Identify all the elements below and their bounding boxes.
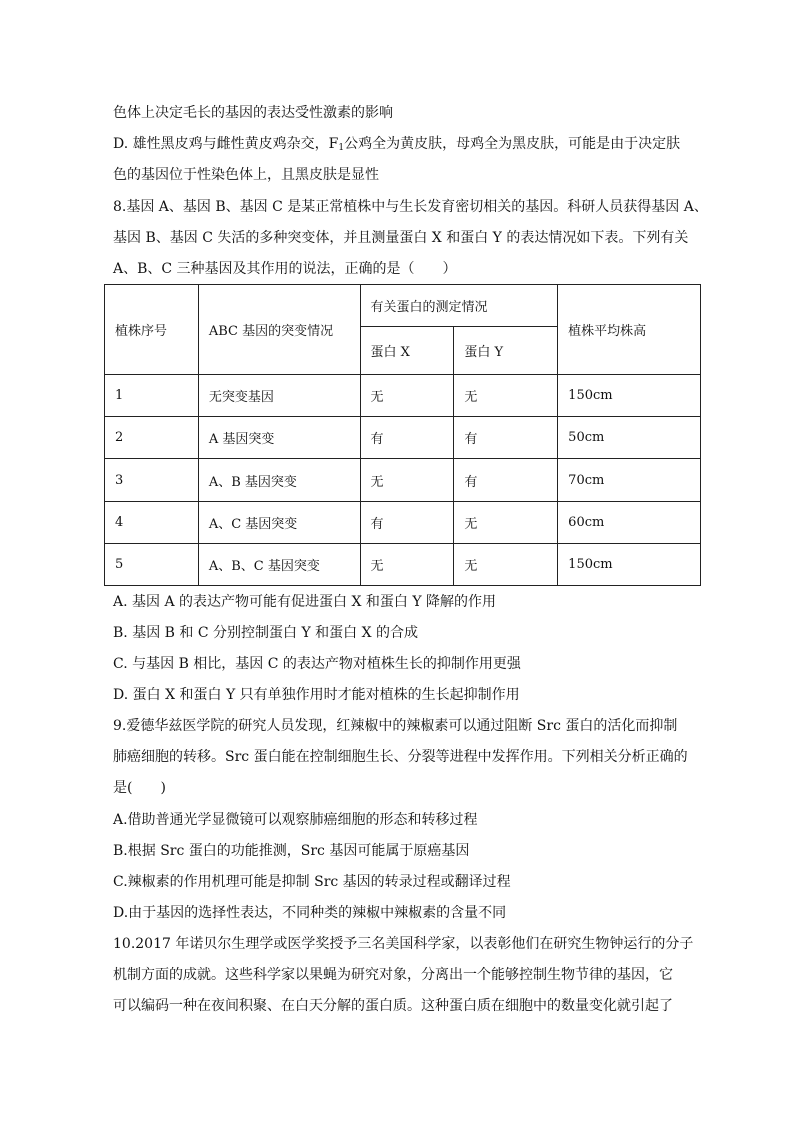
q8-option-c: C. 与基因 B 相比，基因 C 的表达产物对植株生长的抑制作用更强 [113, 656, 521, 672]
q8-stem-line-1: 8.基因 A、基因 B、基因 C 是某正常植株中与生长发育密切相关的基因。科研人员获得基因 A、 [113, 199, 708, 215]
cell-height: 150cm [558, 544, 701, 586]
cell-mutation: A 基因突变 [198, 417, 360, 459]
table-row [105, 544, 701, 586]
q10-stem-line-1: 10.2017 年诺贝尔生理学或医学奖授予三名美国科学家，以表彰他们在研究生物钟运行的分子 [113, 936, 694, 952]
q10-stem-line-2: 机制方面的成就。这些科学家以果蝇为研究对象，分离出一个能够控制生物节律的基因，它 [113, 967, 673, 983]
cell-protein-y: 无 [454, 502, 558, 544]
q9-option-a: A.借助普通光学显微镜可以观察肺癌细胞的形态和转移过程 [113, 812, 478, 828]
q9-stem-line-1: 9.爱德华兹医学院的研究人员发现，红辣椒中的辣椒素可以通过阻断 Src 蛋白的活化而抑制 [113, 718, 678, 734]
header-protein-x: 蛋白 X [360, 327, 454, 375]
cell-protein-y: 无 [454, 544, 558, 586]
cell-protein-y: 有 [454, 417, 558, 459]
option-d-text-post: 公鸡全为黄皮肤，母鸡全为黑皮肤，可能是由于决定肤 [344, 136, 681, 152]
cell-protein-x: 无 [360, 544, 454, 586]
option-d-text-pre: D. 雄性黑皮鸡与雌性黄皮鸡杂交，F [113, 136, 339, 152]
subscript: 1 [338, 143, 345, 153]
q8-data-table [104, 284, 701, 586]
cell-mutation: 无突变基因 [198, 375, 360, 417]
header-height: 植株平均株高 [558, 285, 701, 375]
q10-stem-line-3: 可以编码一种在夜间积聚、在白天分解的蛋白质。这种蛋白质在细胞中的数量变化就引起了 [113, 998, 673, 1014]
option-d-prev-line2: 色的基因位于性染色体上，且黑皮肤是显性 [113, 167, 379, 183]
q8-option-a: A. 基因 A 的表达产物可能有促进蛋白 X 和蛋白 Y 降解的作用 [113, 594, 497, 610]
q8-option-b: B. 基因 B 和 C 分别控制蛋白 Y 和蛋白 X 的合成 [113, 625, 418, 641]
header-mutation: ABC 基因的突变情况 [198, 285, 360, 375]
table-header-row [105, 285, 701, 327]
q9-option-b: B.根据 Src 蛋白的功能推测，Src 基因可能属于原癌基因 [113, 843, 470, 859]
table-row [105, 375, 701, 417]
cell-id: 1 [105, 375, 199, 417]
cell-protein-x: 无 [360, 375, 454, 417]
cell-height: 150cm [558, 375, 701, 417]
cell-protein-x: 有 [360, 502, 454, 544]
cell-mutation: A、B、C 基因突变 [198, 544, 360, 586]
table-row [105, 459, 701, 502]
header-protein-y: 蛋白 Y [454, 327, 558, 375]
q8-stem-line-3: A、B、C 三种基因及其作用的说法，正确的是（ ） [113, 261, 457, 277]
q8-stem-line-2: 基因 B、基因 C 失活的多种突变体，并且测量蛋白 X 和蛋白 Y 的表达情况如下表。下列有关 [113, 230, 689, 246]
cell-protein-x: 无 [360, 459, 454, 502]
cell-id: 5 [105, 544, 199, 586]
cell-id: 3 [105, 459, 199, 502]
cell-protein-y: 有 [454, 459, 558, 502]
q9-option-c: C.辣椒素的作用机理可能是抑制 Src 基因的转录过程或翻译过程 [113, 874, 511, 890]
header-plant: 植株序号 [105, 285, 199, 375]
cell-height: 70cm [558, 459, 701, 502]
cell-id: 4 [105, 502, 199, 544]
header-protein-group: 有关蛋白的测定情况 [360, 285, 558, 327]
cell-protein-x: 有 [360, 417, 454, 459]
cell-mutation: A、B 基因突变 [198, 459, 360, 502]
cell-height: 60cm [558, 502, 701, 544]
table-row [105, 417, 701, 459]
continuation-line: 色体上决定毛长的基因的表达受性激素的影响 [113, 105, 393, 121]
cell-height: 50cm [558, 417, 701, 459]
q9-stem-line-2: 肺癌细胞的转移。Src 蛋白能在控制细胞生长、分裂等进程中发挥作用。下列相关分析正确的 [113, 749, 688, 765]
table-row [105, 502, 701, 544]
q9-option-d: D.由于基因的选择性表达，不同种类的辣椒中辣椒素的含量不同 [113, 905, 507, 921]
q9-stem-line-3: 是( ) [113, 780, 166, 796]
cell-protein-y: 无 [454, 375, 558, 417]
q8-option-d: D. 蛋白 X 和蛋白 Y 只有单独作用时才能对植株的生长起抑制作用 [113, 687, 520, 703]
cell-mutation: A、C 基因突变 [198, 502, 360, 544]
option-d-prev-line1 [113, 135, 713, 157]
cell-id: 2 [105, 417, 199, 459]
